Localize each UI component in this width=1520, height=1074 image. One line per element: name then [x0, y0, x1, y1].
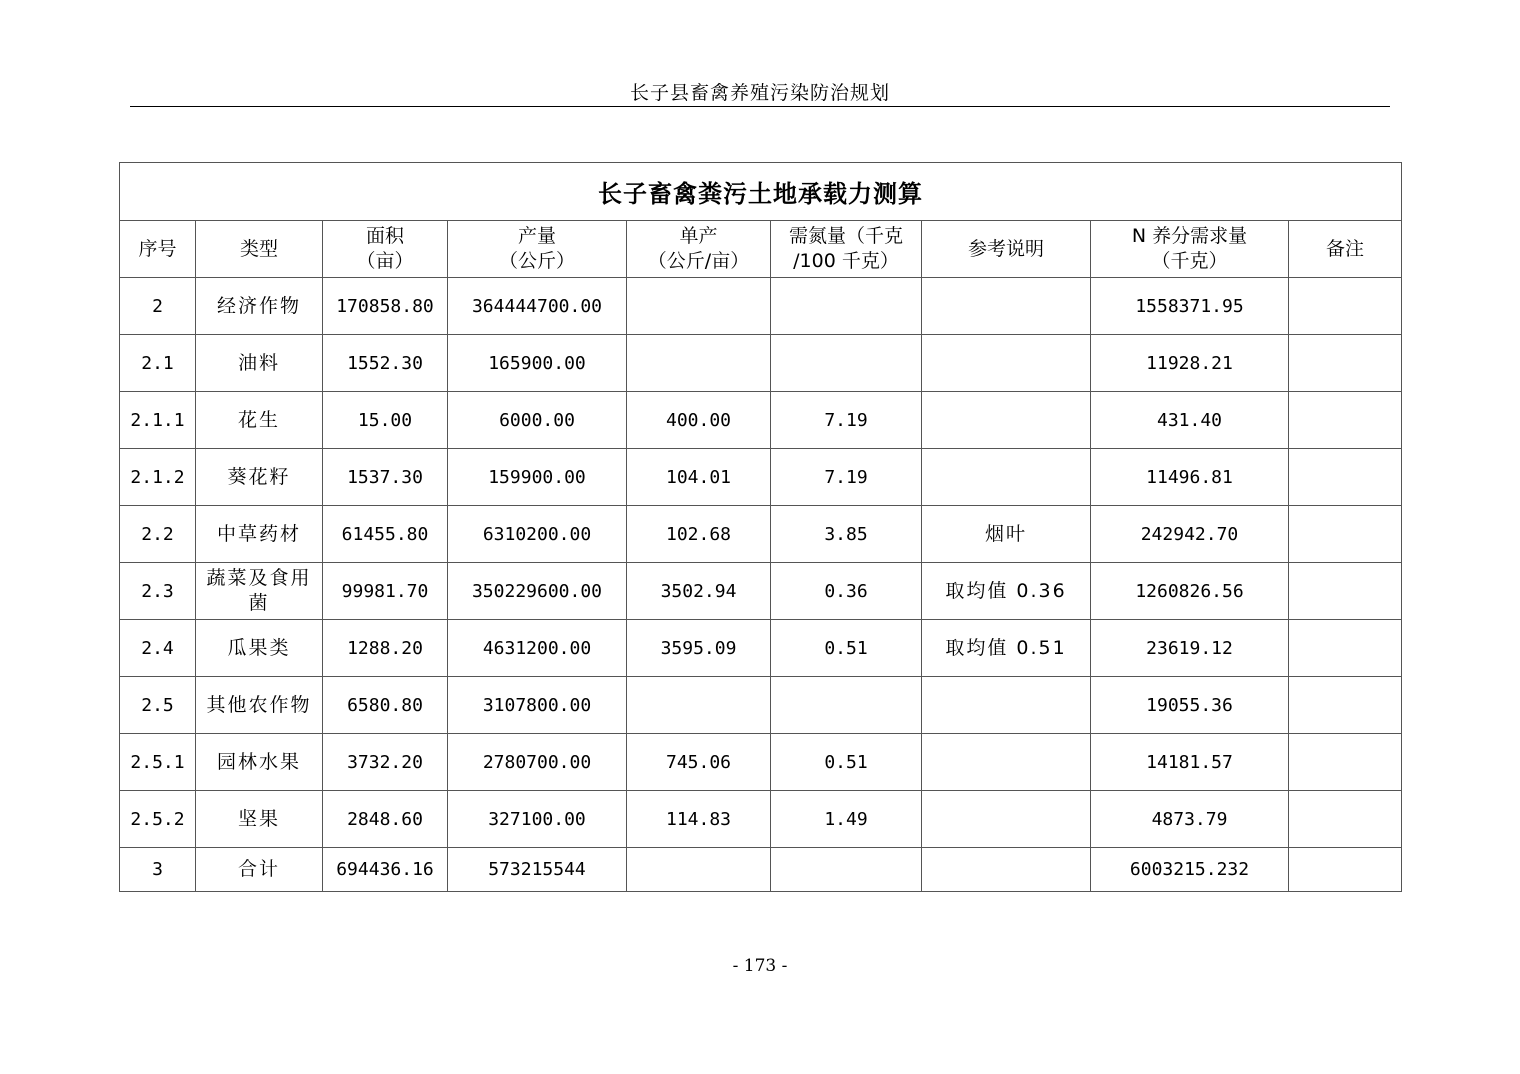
cell-reference: 烟叶 [922, 506, 1091, 563]
col-n-demand-header-line: （千克） [1151, 250, 1228, 272]
col-output-header [448, 221, 627, 278]
cell-nitrogen: 7.19 [771, 392, 922, 449]
table-row [120, 677, 1402, 734]
cell-area: 3732.20 [323, 734, 448, 791]
col-yield-header [627, 221, 771, 278]
table-row [120, 563, 1402, 620]
cell-type: 坚果 [196, 791, 323, 848]
cell-remarks [1289, 335, 1402, 392]
cell-reference [922, 392, 1091, 449]
table-body [120, 278, 1402, 892]
cell-output: 350229600.00 [448, 563, 627, 620]
cell-n-demand: 1260826.56 [1091, 563, 1289, 620]
cell-n-demand: 11928.21 [1091, 335, 1289, 392]
col-area-header-line: 面积 [365, 225, 404, 247]
cell-index: 2.4 [120, 620, 196, 677]
cell-reference [922, 677, 1091, 734]
cell-reference [922, 335, 1091, 392]
cell-nitrogen: 7.19 [771, 449, 922, 506]
cell-remarks [1289, 506, 1402, 563]
cell-nitrogen [771, 677, 922, 734]
cell-type: 园林水果 [196, 734, 323, 791]
col-reference-header-line: 参考说明 [967, 237, 1044, 260]
cell-type: 葵花籽 [196, 449, 323, 506]
cell-index: 2.5 [120, 677, 196, 734]
table-row [120, 506, 1402, 563]
cell-n-demand: 23619.12 [1091, 620, 1289, 677]
col-index-header-line: 序号 [138, 237, 177, 260]
cell-remarks [1289, 392, 1402, 449]
cell-index: 2.5.1 [120, 734, 196, 791]
cell-n-demand: 1558371.95 [1091, 278, 1289, 335]
cell-yield [627, 335, 771, 392]
col-n-demand-header [1091, 221, 1289, 278]
table-row [120, 848, 1402, 892]
col-remarks-header [1289, 221, 1402, 278]
cell-nitrogen: 0.36 [771, 563, 922, 620]
col-type-header-line: 类型 [239, 237, 278, 260]
cell-yield: 3502.94 [627, 563, 771, 620]
col-yield-header-line: （公斤/亩） [647, 250, 750, 272]
cell-remarks [1289, 791, 1402, 848]
cell-output: 159900.00 [448, 449, 627, 506]
cell-area: 15.00 [323, 392, 448, 449]
cell-output: 364444700.00 [448, 278, 627, 335]
cell-nitrogen [771, 278, 922, 335]
cell-nitrogen [771, 335, 922, 392]
cell-index: 2.2 [120, 506, 196, 563]
cell-index: 2.1 [120, 335, 196, 392]
col-type-header [196, 221, 323, 278]
cell-type: 油料 [196, 335, 323, 392]
cell-reference [922, 449, 1091, 506]
col-area-header-line: （亩） [356, 250, 414, 272]
col-index-header [120, 221, 196, 278]
cell-n-demand: 11496.81 [1091, 449, 1289, 506]
col-output-header-line: （公斤） [498, 250, 575, 272]
table-row [120, 278, 1402, 335]
cell-yield: 114.83 [627, 791, 771, 848]
cell-nitrogen: 0.51 [771, 734, 922, 791]
cell-area: 1288.20 [323, 620, 448, 677]
cell-type: 经济作物 [196, 278, 323, 335]
cell-reference [922, 734, 1091, 791]
cell-type: 其他农作物 [196, 677, 323, 734]
cell-nitrogen: 0.51 [771, 620, 922, 677]
cell-n-demand: 242942.70 [1091, 506, 1289, 563]
cell-reference: 取均值 0.51 [922, 620, 1091, 677]
cell-area: 61455.80 [323, 506, 448, 563]
col-remarks-header-line: 备注 [1326, 237, 1365, 260]
col-yield-header-line: 单产 [679, 225, 718, 247]
table-title: 长子畜禽粪污土地承载力测算 [120, 163, 1402, 221]
cell-index: 2.1.2 [120, 449, 196, 506]
cell-nitrogen: 3.85 [771, 506, 922, 563]
cell-area: 1552.30 [323, 335, 448, 392]
cell-remarks [1289, 278, 1402, 335]
cell-output: 165900.00 [448, 335, 627, 392]
cell-type: 花生 [196, 392, 323, 449]
cell-type: 中草药材 [196, 506, 323, 563]
cell-remarks [1289, 734, 1402, 791]
cell-index: 2.5.2 [120, 791, 196, 848]
col-output-header-line: 产量 [517, 225, 556, 247]
table-row [120, 734, 1402, 791]
cell-n-demand: 431.40 [1091, 392, 1289, 449]
cell-area: 170858.80 [323, 278, 448, 335]
cell-n-demand: 19055.36 [1091, 677, 1289, 734]
cell-area: 2848.60 [323, 791, 448, 848]
cell-yield [627, 278, 771, 335]
col-nitrogen-header [771, 221, 922, 278]
cell-area: 1537.30 [323, 449, 448, 506]
cell-type: 合计 [196, 848, 323, 892]
cell-n-demand: 4873.79 [1091, 791, 1289, 848]
cell-reference [922, 791, 1091, 848]
cell-output: 327100.00 [448, 791, 627, 848]
table-row [120, 392, 1402, 449]
cell-remarks [1289, 563, 1402, 620]
page-number: - 173 - [732, 956, 788, 976]
cell-output: 6000.00 [448, 392, 627, 449]
col-nitrogen-header-line: /100 千克） [793, 250, 899, 272]
table-header-row [120, 221, 1402, 278]
cell-yield [627, 848, 771, 892]
cell-remarks [1289, 848, 1402, 892]
col-reference-header [922, 221, 1091, 278]
cell-index: 3 [120, 848, 196, 892]
cell-nitrogen [771, 848, 922, 892]
header-divider [130, 106, 1390, 107]
table-row [120, 449, 1402, 506]
page-header: 长子县畜禽养殖污染防治规划 [629, 82, 890, 104]
cell-area: 6580.80 [323, 677, 448, 734]
col-nitrogen-header-line: 需氮量（千克 [788, 225, 903, 247]
cell-type: 瓜果类 [196, 620, 323, 677]
cell-reference: 取均值 0.36 [922, 563, 1091, 620]
cell-index: 2 [120, 278, 196, 335]
cell-index: 2.3 [120, 563, 196, 620]
cell-yield: 3595.09 [627, 620, 771, 677]
cell-area: 694436.16 [323, 848, 448, 892]
cell-output: 4631200.00 [448, 620, 627, 677]
cell-yield: 400.00 [627, 392, 771, 449]
cell-type: 蔬菜及食用菌 [196, 563, 323, 620]
table-row [120, 791, 1402, 848]
cell-nitrogen: 1.49 [771, 791, 922, 848]
cell-output: 573215544 [448, 848, 627, 892]
cell-output: 3107800.00 [448, 677, 627, 734]
cell-yield [627, 677, 771, 734]
cell-yield: 745.06 [627, 734, 771, 791]
cell-reference [922, 848, 1091, 892]
cell-reference [922, 278, 1091, 335]
cell-yield: 102.68 [627, 506, 771, 563]
cell-yield: 104.01 [627, 449, 771, 506]
col-area-header [323, 221, 448, 278]
cell-remarks [1289, 677, 1402, 734]
table-row [120, 620, 1402, 677]
cell-area: 99981.70 [323, 563, 448, 620]
cell-n-demand: 14181.57 [1091, 734, 1289, 791]
cell-remarks [1289, 620, 1402, 677]
cell-remarks [1289, 449, 1402, 506]
table-row [120, 335, 1402, 392]
cell-output: 2780700.00 [448, 734, 627, 791]
cell-n-demand: 6003215.232 [1091, 848, 1289, 892]
land-capacity-table [119, 162, 1402, 892]
col-n-demand-header-line: N 养分需求量 [1131, 225, 1248, 247]
cell-output: 6310200.00 [448, 506, 627, 563]
cell-index: 2.1.1 [120, 392, 196, 449]
